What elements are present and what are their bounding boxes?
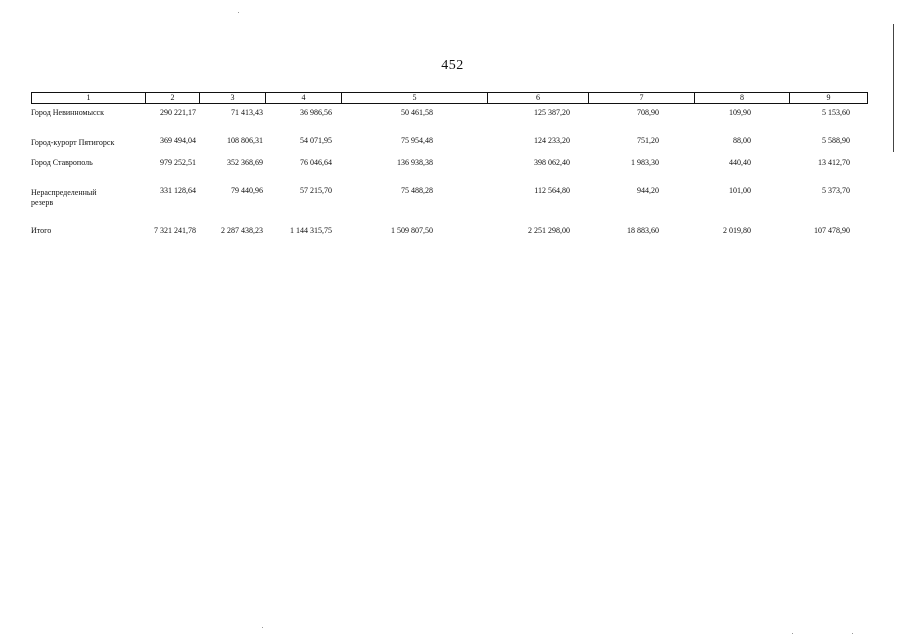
cell-value: 1 983,30 [631, 158, 659, 167]
column-header: 4 [266, 93, 342, 103]
cell-value: 76 046,64 [300, 158, 332, 167]
cell-value: 944,20 [637, 186, 659, 195]
column-header: 9 [826, 93, 831, 102]
cell-value: 1 144 315,75 [290, 226, 332, 235]
row-name: Нераспределенный резерв [31, 188, 97, 207]
cell-value: 125 387,20 [534, 108, 570, 117]
cell-value: 75 954,48 [401, 136, 433, 145]
cell-value: 124 233,20 [534, 136, 570, 145]
cell-value: 109,90 [729, 108, 751, 117]
cell-value: 36 986,56 [300, 108, 332, 117]
cell-value: 88,00 [733, 136, 751, 145]
cell-value: 2 287 438,23 [221, 226, 263, 235]
table-header-row [31, 92, 868, 104]
column-header: 7 [589, 93, 695, 103]
cell-value: 107 478,90 [814, 226, 850, 235]
scan-edge-line [893, 24, 894, 152]
column-header: 6 [488, 93, 589, 103]
cell-value: 2 251 298,00 [528, 226, 570, 235]
cell-value: 5 373,70 [822, 186, 850, 195]
cell-value: 108 806,31 [227, 136, 263, 145]
cell-value: 5 153,60 [822, 108, 850, 117]
cell-value: 57 215,70 [300, 186, 332, 195]
scan-speck [792, 633, 793, 634]
cell-value: 440,40 [729, 158, 751, 167]
cell-value: 1 509 807,50 [391, 226, 433, 235]
page-number: 452 [441, 58, 464, 73]
column-header: 3 [200, 93, 266, 103]
cell-value: 5 588,90 [822, 136, 850, 145]
cell-value: 13 412,70 [818, 158, 850, 167]
cell-value: 136 938,38 [397, 158, 433, 167]
cell-value: 979 252,51 [160, 158, 196, 167]
cell-value: 290 221,17 [160, 108, 196, 117]
cell-value: 708,90 [637, 108, 659, 117]
cell-value: 2 019,80 [723, 226, 751, 235]
cell-value: 751,20 [637, 136, 659, 145]
cell-value: 71 413,43 [231, 108, 263, 117]
cell-value: 398 062,40 [534, 158, 570, 167]
cell-value: 352 368,69 [227, 158, 263, 167]
row-name: Город Невинномысск [31, 108, 104, 117]
column-header: 8 [695, 93, 790, 103]
cell-value: 75 488,28 [401, 186, 433, 195]
cell-value: 50 461,58 [401, 108, 433, 117]
scan-speck [262, 627, 263, 628]
cell-value: 79 440,96 [231, 186, 263, 195]
scan-speck [238, 12, 239, 13]
column-header: 1 [32, 93, 146, 103]
scan-speck [852, 633, 853, 634]
cell-value: 7 321 241,78 [154, 226, 196, 235]
row-name: Город-курорт Пятигорск [31, 138, 115, 147]
column-header: 5 [342, 93, 488, 103]
cell-value: 54 071,95 [300, 136, 332, 145]
row-name: Итого [31, 226, 52, 235]
cell-value: 369 494,04 [160, 136, 196, 145]
cell-value: 18 883,60 [627, 226, 659, 235]
cell-value: 101,00 [729, 186, 751, 195]
row-name: Город Ставрополь [31, 158, 93, 167]
cell-value: 331 128,64 [160, 186, 196, 195]
cell-value: 112 564,80 [534, 186, 570, 195]
column-header: 2 [146, 93, 200, 103]
